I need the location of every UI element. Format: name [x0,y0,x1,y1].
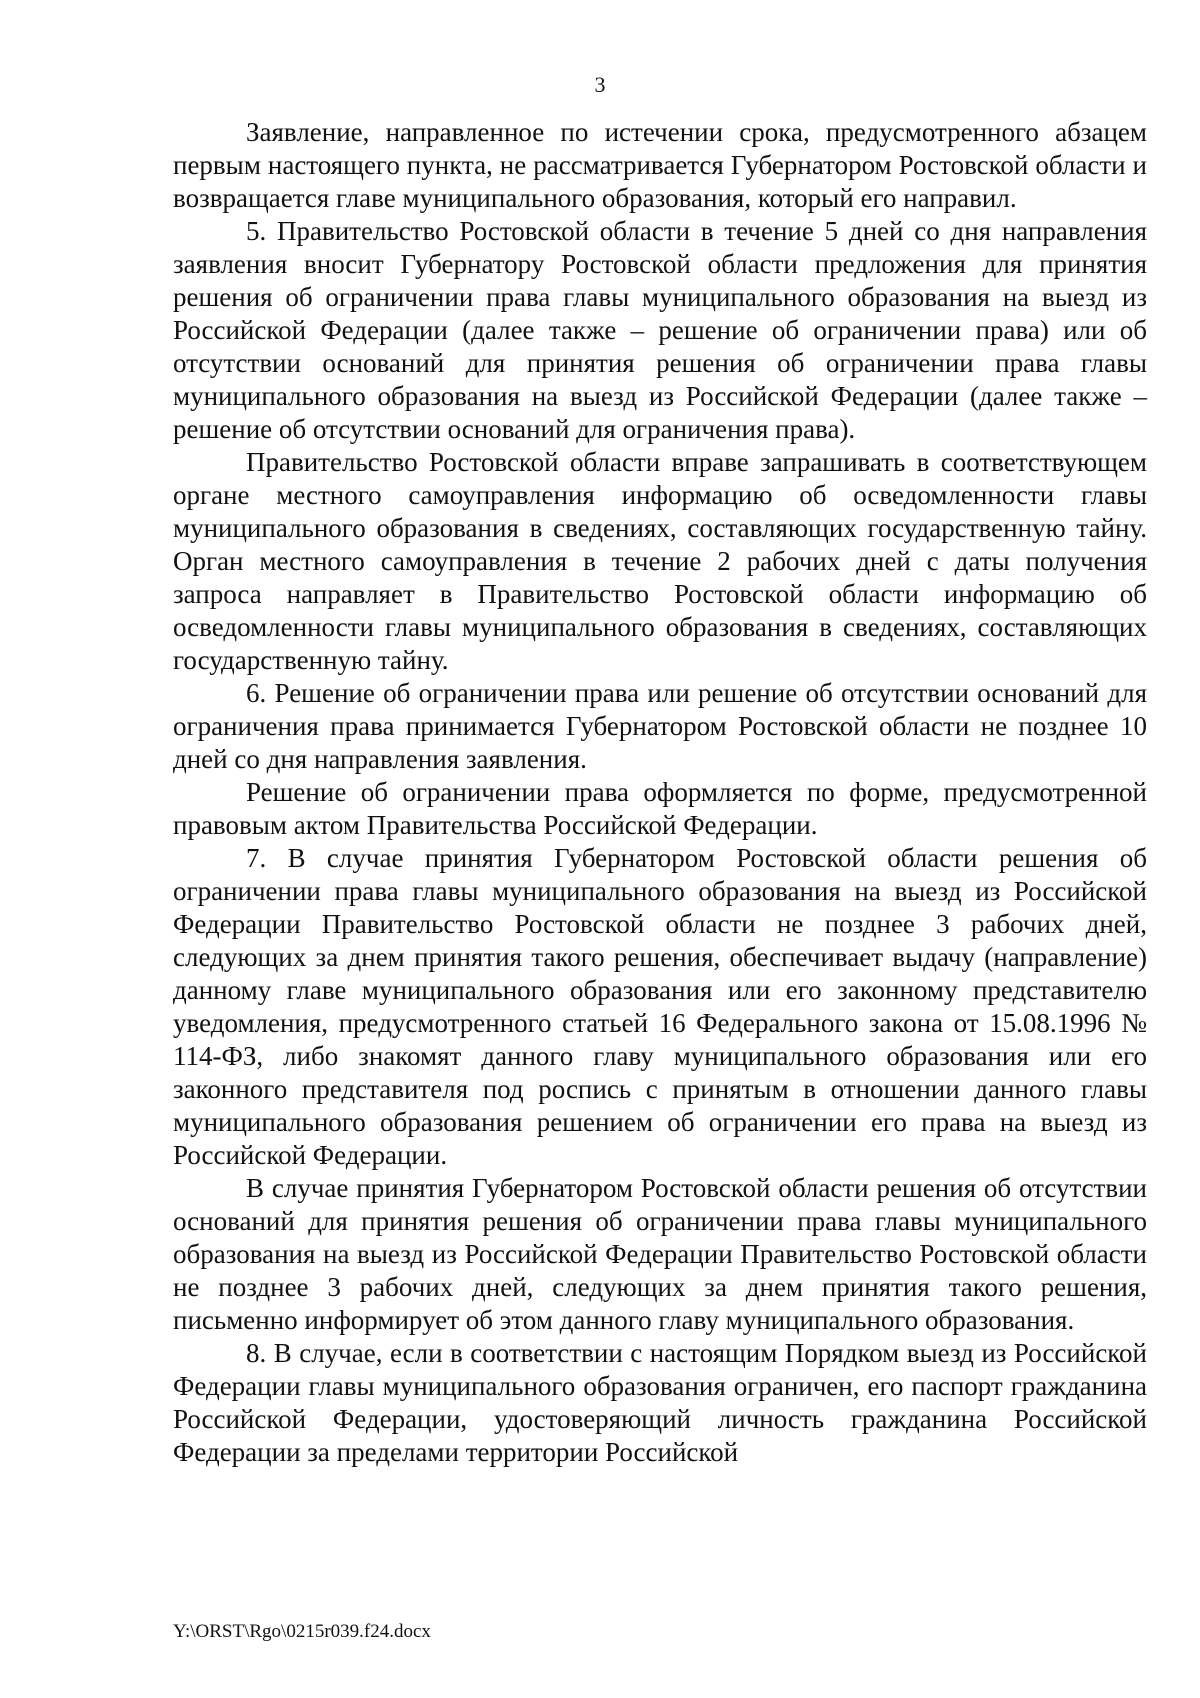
paragraph: 7. В случае принятия Губернатором Ростовской области решения об ограничении права главы муниципального образования на выезд из Российской Федерации Правительство Ростовской области не позднее 3 рабочих дней, следующих за днем принятия такого решения, обеспечивает выдачу (направление) данному главе муниципального образования или его законному представителю уведомления, предусмотренного статьей 16 Федерального закона от 15.08.1996 № 114-ФЗ, либо знакомят данного главу муниципального образования или его законного представителя под роспись с принятым в отношении данного главы муниципального образования решением об ограничении его права на выезд из Российской Федерации. [173,843,1147,1170]
page-number: 3 [594,72,606,97]
document-body [173,116,1147,1469]
paragraph: Решение об ограничении права оформляется по форме, предусмотренной правовым актом Правительства Российской Федерации. [173,777,1147,840]
paragraph: Заявление, направленное по истечении срока, предусмотренного абзацем первым настоящего пункта, не рассматривается Губернатором Ростовской области и возвращается главе муниципального образования, который его направил. [173,117,1147,213]
paragraph: Правительство Ростовской области вправе запрашивать в соответствующем органе местного самоуправления информацию об осведомленности главы муниципального образования в сведениях, составляющих государственную тайну. Орган местного самоуправления в течение 2 рабочих дней с даты получения запроса направляет в Правительство Ростовской области информацию об осведомленности главы муниципального образования в сведениях, составляющих государственную тайну. [173,447,1147,675]
paragraph: 6. Решение об ограничении права или решение об отсутствии оснований для ограничения права принимается Губернатором Ростовской области не позднее 10 дней со дня направления заявления. [173,678,1147,774]
paragraph-last: 8. В случае, если в соответствии с настоящим Порядком выезд из Российской Федерации главы муниципального образования ограничен, его паспорт гражданина Российской Федерации, удостоверяющий личность гражданина Российской Федерации за пределами территории Российской [173,1338,1147,1467]
paragraph: В случае принятия Губернатором Ростовской области решения об отсутствии оснований для принятия решения об ограничении права главы муниципального образования на выезд из Российской Федерации Правительство Ростовской области не позднее 3 рабочих дней, следующих за днем принятия такого решения, письменно информирует об этом данного главу муниципального образования. [173,1173,1147,1335]
footer-file-path: Y:\ORST\Rgo\0215r039.f24.docx [173,1621,431,1642]
paragraph: 5. Правительство Ростовской области в течение 5 дней со дня направления заявления вносит Губернатору Ростовской области предложения для принятия решения об ограничении права главы муниципального образования на выезд из Российской Федерации (далее также – решение об ограничении права) или об отсутствии оснований для принятия решения об ограничении права главы муниципального образования на выезд из Российской Федерации (далее также – решение об отсутствии оснований для ограничения права). [173,216,1147,444]
